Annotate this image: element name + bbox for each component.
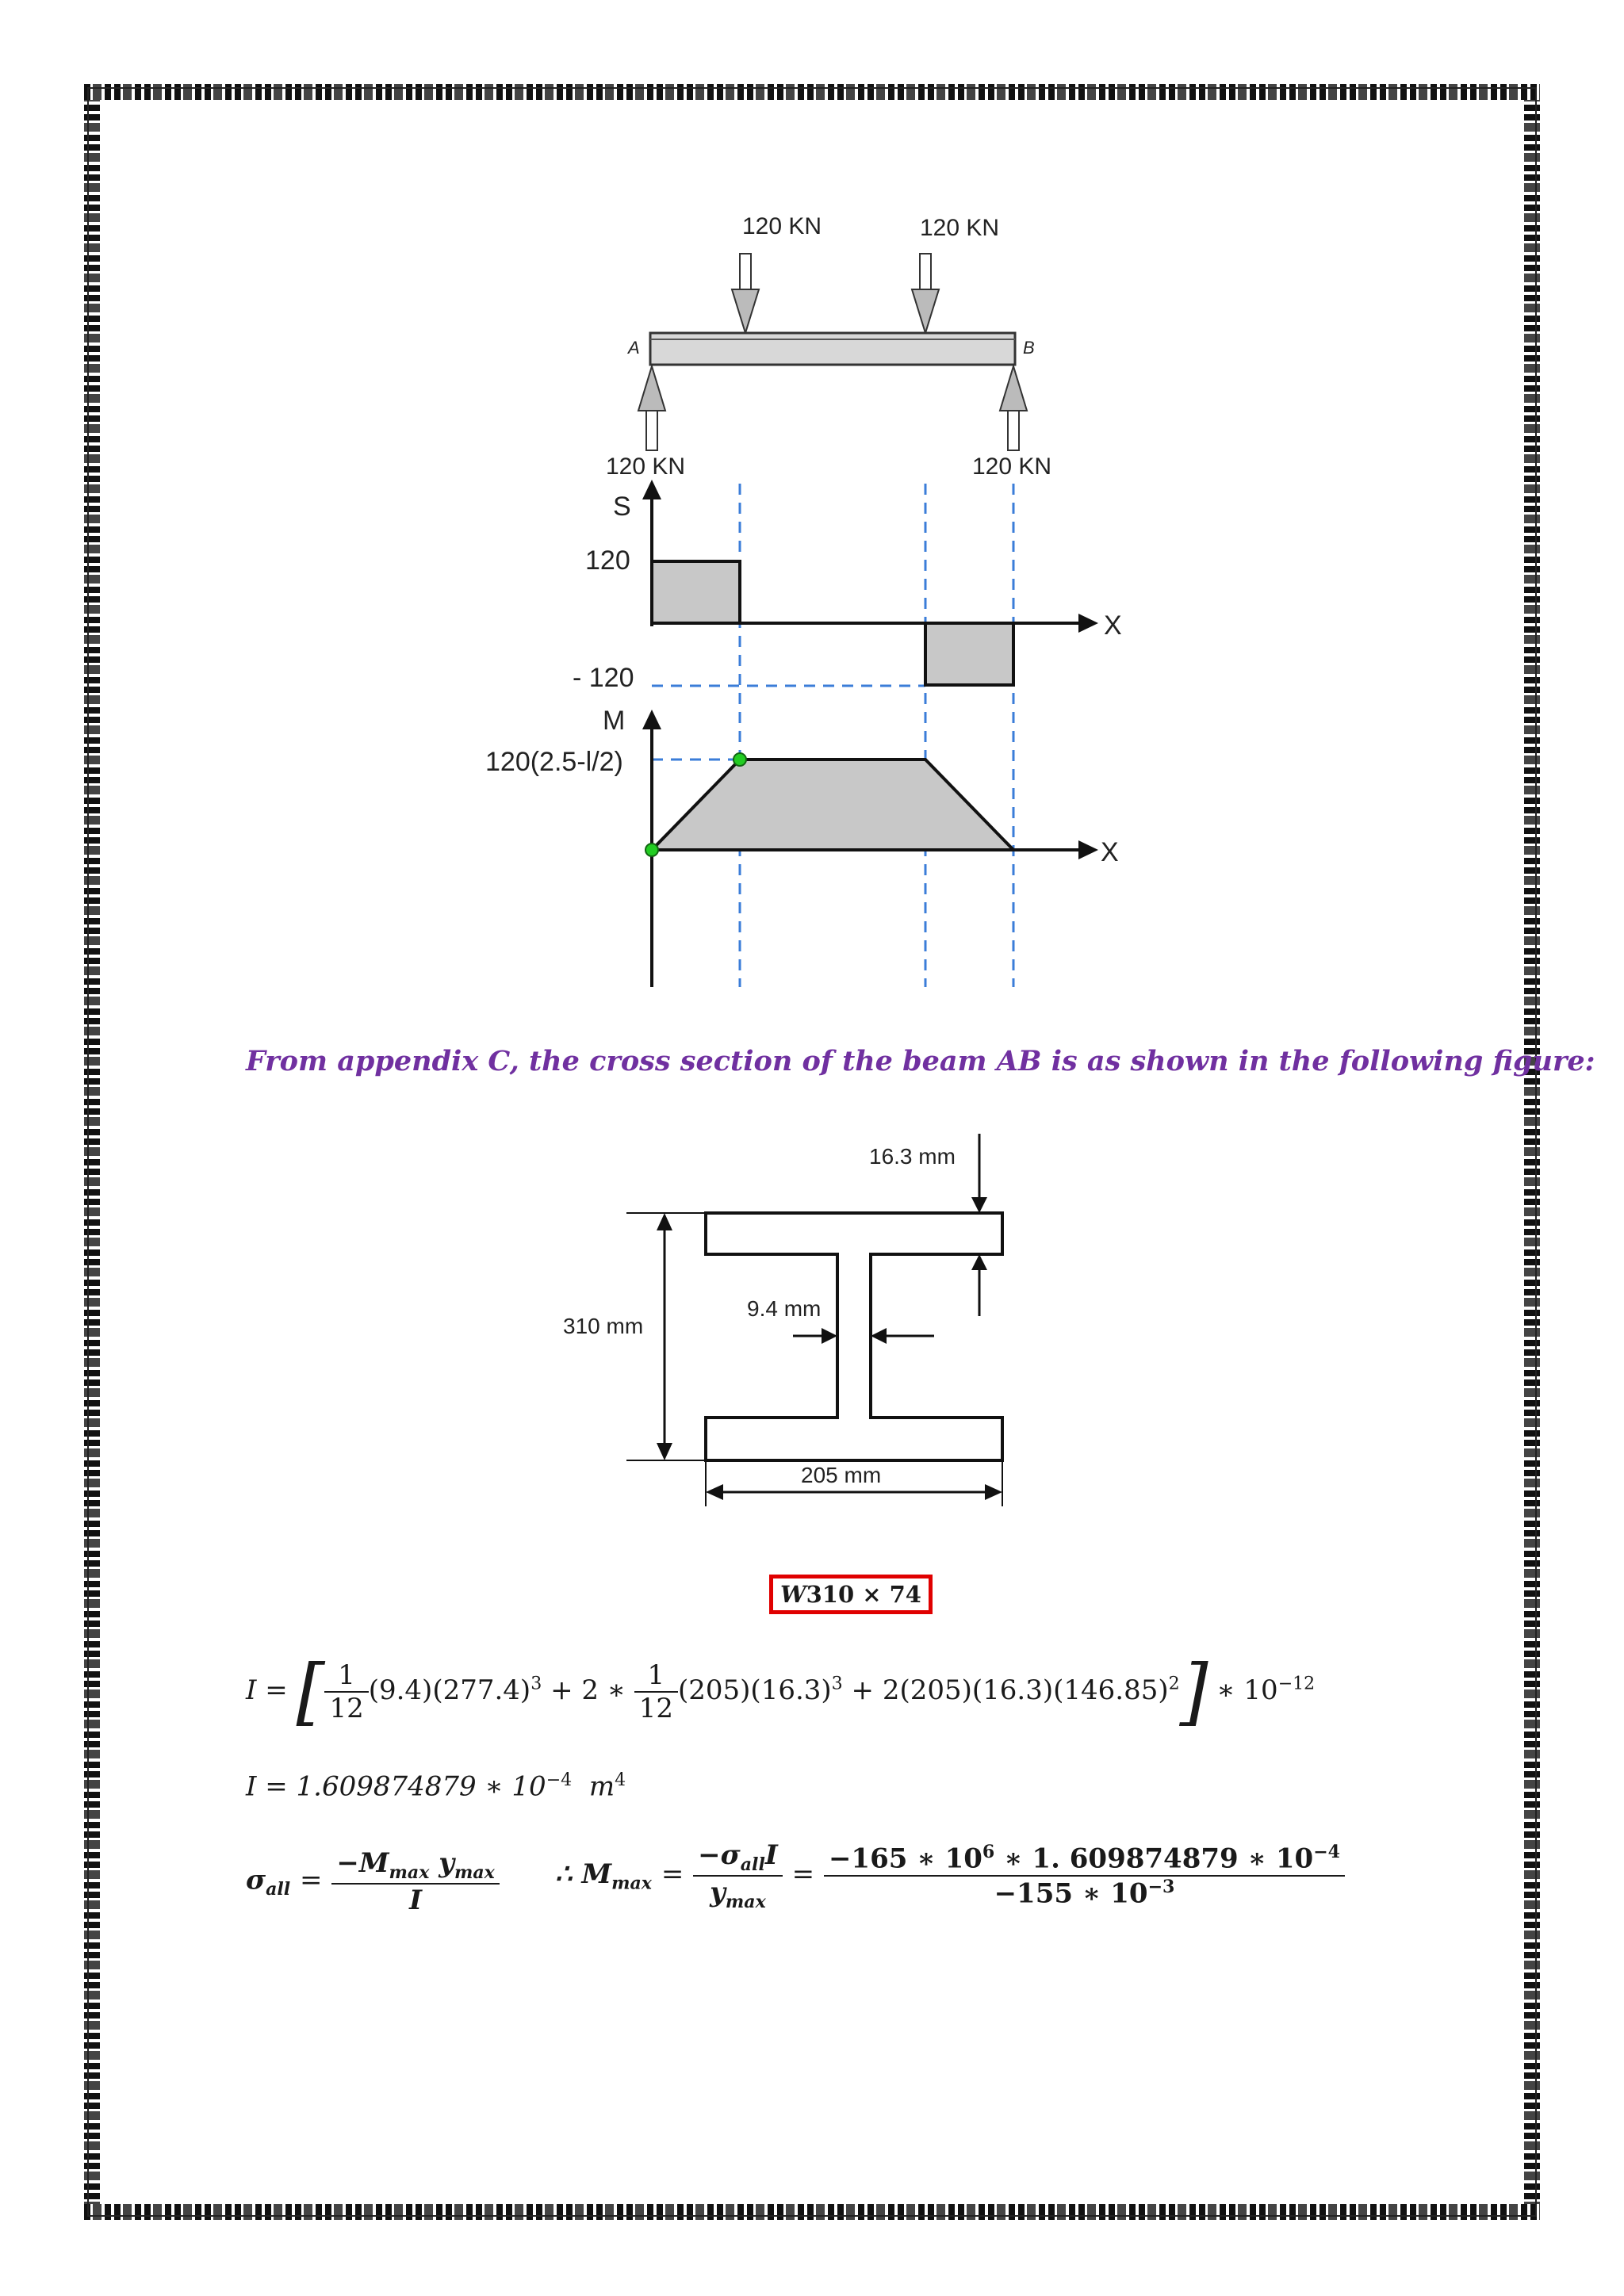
shear-pos-label: 120: [585, 545, 630, 576]
point-b-label: B: [1023, 338, 1035, 358]
load-label-2: 120 KN: [920, 215, 1000, 241]
section-designation: W310 × 74: [769, 1575, 933, 1614]
i-beam-outline: [706, 1213, 1002, 1460]
moment-axis-label: M: [603, 706, 626, 736]
shear-x-label: X: [1104, 610, 1122, 641]
beam-diagram: [444, 198, 1158, 999]
inertia-result: I = 1.609874879 ∗ $10^{-4}$ $m^4$: [246, 1770, 626, 1803]
shear-block-negative: [925, 623, 1013, 685]
marker-peak: [733, 753, 746, 766]
shear-block-positive: [652, 561, 740, 623]
moment-equation: ∴ $M_{max}$ = $\frac{-\sigma_{all}I}{y_{max}}$ = $\frac{-165 ∗ 10^6 ∗ 1. 609874879 ∗ 10^{-4}}{-155 ∗ 10^{-3}}$: [555, 1839, 1345, 1912]
depth-label: 310 mm: [563, 1314, 644, 1338]
moment-trapezoid: [652, 760, 1013, 850]
load-arrow-2: [912, 254, 939, 333]
shear-neg-label: - 120: [573, 663, 634, 693]
point-a-label: A: [628, 338, 640, 358]
flange-width-label: 205 mm: [801, 1463, 882, 1487]
beam: [650, 333, 1015, 365]
inertia-equation: I = [ $\frac{1}{12}$ $(9.4)(277.4)^3 + 2$ ∗ $\frac{1}{12}$ $(205)(16.3)^3 + 2(205)(16.3)(146.85)^2$] ∗ $10^{-12}$: [246, 1649, 1316, 1734]
load-arrow-1: [732, 254, 759, 333]
load-label-1: 120 KN: [742, 213, 822, 239]
section-guides: [652, 484, 1013, 987]
reaction-arrow-left: [638, 366, 665, 450]
cross-section-figure: [547, 1118, 1039, 1530]
reaction-arrow-right: [1000, 366, 1027, 450]
appendix-caption: From appendix C, the cross section of the beam AB is as shown in the following figure:: [246, 1045, 1595, 1077]
reaction-label-left: 120 KN: [606, 453, 686, 480]
reaction-label-right: 120 KN: [972, 453, 1052, 480]
stress-equation: $\sigma_{all}$ = $\frac{-M_{max} y_{max}}{I}$: [246, 1847, 500, 1916]
moment-value-label: 120(2.5-l/2): [485, 747, 623, 777]
marker-origin: [645, 844, 658, 856]
web-thickness-label: 9.4 mm: [747, 1296, 822, 1321]
shear-axis-label: S: [613, 492, 631, 522]
moment-x-label: X: [1101, 837, 1119, 867]
flange-thickness-label: 16.3 mm: [869, 1144, 956, 1169]
